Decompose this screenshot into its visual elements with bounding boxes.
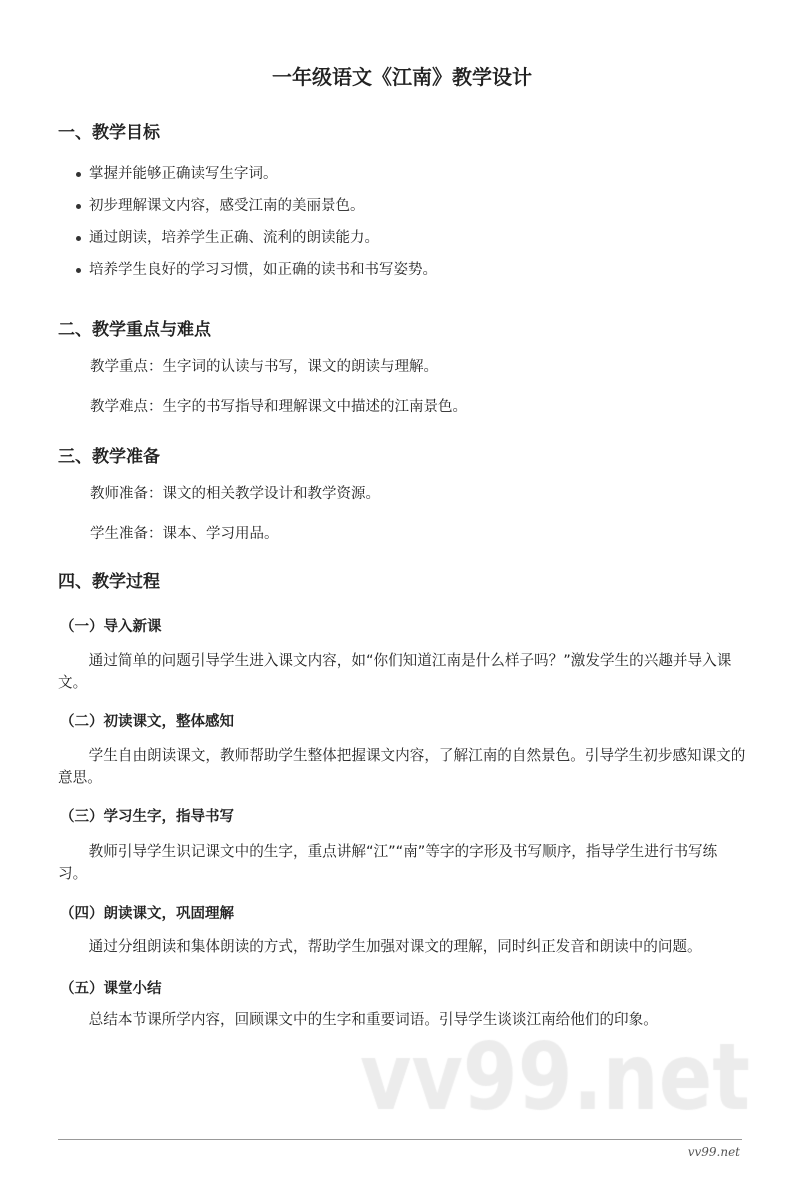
bullet-icon — [76, 204, 81, 209]
teacher-prep-line: 教师准备：课文的相关教学设计和教学资源。 — [90, 486, 380, 502]
bullet-icon — [76, 268, 81, 273]
step-text: 学生自由朗读课文，教师帮助学生整体把握课文内容，了解江南的自然景色。引导学生初步感知课文的意思。 — [58, 747, 746, 786]
list-item — [58, 228, 746, 248]
list-item — [58, 196, 746, 216]
list-item-text: 培养学生良好的学习习惯，如正确的读书和书写姿势。 — [89, 262, 437, 278]
list-item-text: 通过朗读，培养学生正确、流利的朗读能力。 — [89, 230, 379, 246]
section-heading-prep: 三、教学准备 — [58, 447, 160, 467]
footer-divider — [58, 1139, 742, 1140]
step-text: 教师引导学生识记课文中的生字，重点讲解“江”“南”等字的字形及书写顺序，指导学生进行书写练习。 — [58, 843, 718, 882]
step-title: （三）学习生字，指导书写 — [60, 809, 234, 825]
student-prep-line: 学生准备：课本、学习用品。 — [90, 526, 279, 542]
difficulty-line: 教学难点：生字的书写指导和理解课文中描述的江南景色。 — [90, 399, 467, 415]
section-heading-focus: 二、教学重点与难点 — [58, 320, 211, 340]
bullet-icon — [76, 172, 81, 177]
watermark — [360, 1039, 750, 1139]
step-title: （二）初读课文，整体感知 — [60, 714, 234, 730]
list-item — [58, 260, 746, 280]
step-text: 通过分组朗读和集体朗读的方式，帮助学生加强对课文的理解，同时纠正发音和朗读中的问题。 — [88, 938, 702, 955]
list-item — [58, 164, 746, 184]
footer-text: vv99.net — [687, 1145, 740, 1159]
document-body — [0, 64, 800, 1031]
list-item-text: 初步理解课文内容，感受江南的美丽景色。 — [89, 198, 365, 214]
step-title: （四）朗读课文，巩固理解 — [60, 906, 234, 922]
section-heading-process: 四、教学过程 — [58, 572, 160, 592]
list-item-text: 掌握并能够正确读写生字词。 — [89, 166, 278, 182]
document-title: 一年级语文《江南》教学设计 — [272, 65, 532, 89]
focus-line: 教学重点：生字词的认读与书写，课文的朗读与理解。 — [90, 359, 438, 375]
step-text: 总结本节课所学内容，回顾课文中的生字和重要词语。引导学生谈谈江南给他们的印象。 — [88, 1011, 658, 1028]
step-text: 通过简单的问题引导学生进入课文内容，如“你们知道江南是什么样子吗？”激发学生的兴趣并导入课文。 — [58, 652, 732, 691]
section-heading-goals: 一、教学目标 — [58, 123, 160, 143]
step-title: （五）课堂小结 — [60, 981, 162, 997]
bullet-icon — [76, 236, 81, 241]
step-title: （一）导入新课 — [60, 619, 162, 635]
